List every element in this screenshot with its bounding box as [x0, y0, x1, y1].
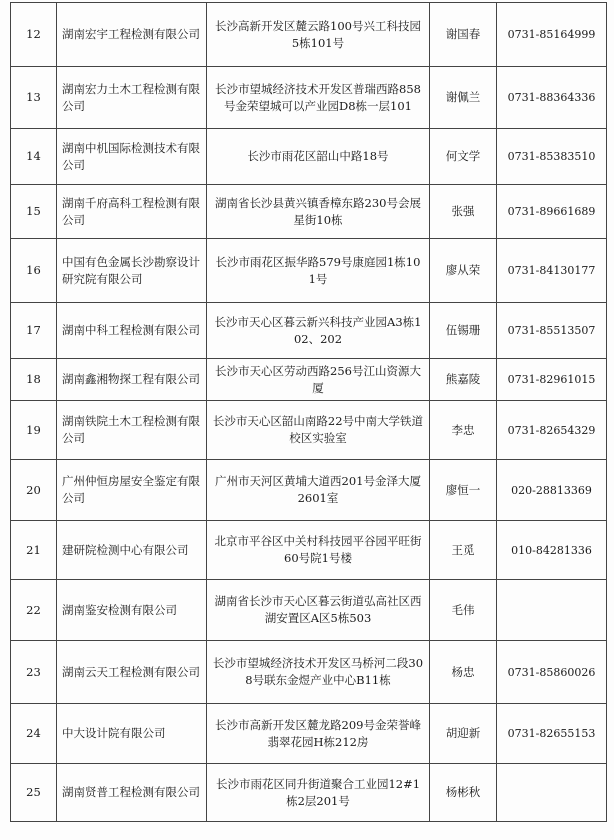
contact-person: 王觅: [430, 521, 497, 580]
phone-number: 010-84281336: [497, 521, 607, 580]
company-name: 建研院检测中心有限公司: [57, 521, 207, 580]
company-name: 湖南中科工程检测有限公司: [57, 303, 207, 359]
table-row: [11, 359, 607, 401]
phone-number: 0731-84130177: [497, 239, 607, 303]
phone-number: 0731-82654329: [497, 401, 607, 460]
phone-number: 0731-85860026: [497, 641, 607, 704]
table-row: [11, 129, 607, 185]
company-name: 湖南宏宇工程检测有限公司: [57, 3, 207, 67]
contact-person: 谢佩兰: [430, 67, 497, 129]
row-index: 17: [11, 303, 57, 359]
company-address: 长沙高新开发区麓云路100号兴工科技园5栋101号: [207, 3, 430, 67]
contact-person: 谢国春: [430, 3, 497, 67]
row-index: 15: [11, 185, 57, 239]
phone-number: 0731-82655153: [497, 704, 607, 764]
phone-number: 0731-85164999: [497, 3, 607, 67]
company-address: 北京市平谷区中关村科技园平谷园平旺街60号院1号楼: [207, 521, 430, 580]
company-address: 湖南省长沙县黄兴镇香樟东路230号会展星街10栋: [207, 185, 430, 239]
table-row: [11, 460, 607, 521]
phone-number: 020-28813369: [497, 460, 607, 521]
contact-person: 伍锡珊: [430, 303, 497, 359]
company-name: 中大设计院有限公司: [57, 704, 207, 764]
company-name: 中国有色金属长沙勘察设计研究院有限公司: [57, 239, 207, 303]
company-name: 湖南铁院土木工程检测有限公司: [57, 401, 207, 460]
row-index: 14: [11, 129, 57, 185]
phone-number: 0731-88364336: [497, 67, 607, 129]
company-name: 湖南鉴安检测有限公司: [57, 580, 207, 641]
row-index: 18: [11, 359, 57, 401]
company-address: 长沙市天心区韶山南路22号中南大学铁道校区实验室: [207, 401, 430, 460]
row-index: 19: [11, 401, 57, 460]
contact-person: 何文学: [430, 129, 497, 185]
phone-number: 0731-85513507: [497, 303, 607, 359]
row-index: 25: [11, 764, 57, 822]
company-name: 湖南云天工程检测有限公司: [57, 641, 207, 704]
registry-body: [11, 3, 607, 822]
contact-person: 毛伟: [430, 580, 497, 641]
row-index: 12: [11, 3, 57, 67]
table-row: [11, 3, 607, 67]
table-row: [11, 67, 607, 129]
phone-number: [497, 580, 607, 641]
table-row: [11, 401, 607, 460]
row-index: 22: [11, 580, 57, 641]
table-row: [11, 521, 607, 580]
company-address: 长沙市高新开发区麓龙路209号金荣誉峰翡翠花园H栋212房: [207, 704, 430, 764]
contact-person: 杨彬秋: [430, 764, 497, 822]
company-address: 长沙市望城经济技术开发区普瑞西路858号金荣望城可以产业园D8栋一层101: [207, 67, 430, 129]
company-address: 长沙市雨花区韶山中路18号: [207, 129, 430, 185]
phone-number: 0731-89661689: [497, 185, 607, 239]
phone-number: 0731-85383510: [497, 129, 607, 185]
contact-person: 廖恒一: [430, 460, 497, 521]
table-row: [11, 641, 607, 704]
company-name: 湖南中机国际检测技术有限公司: [57, 129, 207, 185]
contact-person: 廖从荣: [430, 239, 497, 303]
company-address: 长沙市雨花区同升街道聚合工业园12#1栋2层201号: [207, 764, 430, 822]
row-index: 16: [11, 239, 57, 303]
company-name: 湖南千府高科工程检测有限公司: [57, 185, 207, 239]
contact-person: 张强: [430, 185, 497, 239]
row-index: 24: [11, 704, 57, 764]
contact-person: 李忠: [430, 401, 497, 460]
row-index: 20: [11, 460, 57, 521]
company-address: 长沙市雨花区振华路579号康庭园1栋101号: [207, 239, 430, 303]
contact-person: 杨忠: [430, 641, 497, 704]
row-index: 23: [11, 641, 57, 704]
contact-person: 熊嘉陵: [430, 359, 497, 401]
company-address: 长沙市天心区劳动西路256号江山资源大厦: [207, 359, 430, 401]
company-name: 湖南宏力土木工程检测有限公司: [57, 67, 207, 129]
contact-person: 胡迎新: [430, 704, 497, 764]
table-row: [11, 764, 607, 822]
table-row: [11, 185, 607, 239]
company-name: 湖南鑫湘物探工程有限公司: [57, 359, 207, 401]
company-address: 湖南省长沙市天心区暮云街道弘高社区西湖安置区A区5栋503: [207, 580, 430, 641]
table-row: [11, 580, 607, 641]
row-index: 21: [11, 521, 57, 580]
company-name: 广州仲恒房屋安全鉴定有限公司: [57, 460, 207, 521]
row-index: 13: [11, 67, 57, 129]
company-registry-table: [10, 2, 607, 822]
phone-number: 0731-82961015: [497, 359, 607, 401]
phone-number: [497, 764, 607, 822]
company-name: 湖南贤普工程检测有限公司: [57, 764, 207, 822]
company-address: 长沙市望城经济技术开发区马桥河二段308号联东金煜产业中心B11栋: [207, 641, 430, 704]
company-address: 广州市天河区黄埔大道西201号金泽大厦2601室: [207, 460, 430, 521]
table-row: [11, 303, 607, 359]
table-row: [11, 704, 607, 764]
table-row: [11, 239, 607, 303]
company-address: 长沙市天心区暮云新兴科技产业园A3栋102、202: [207, 303, 430, 359]
